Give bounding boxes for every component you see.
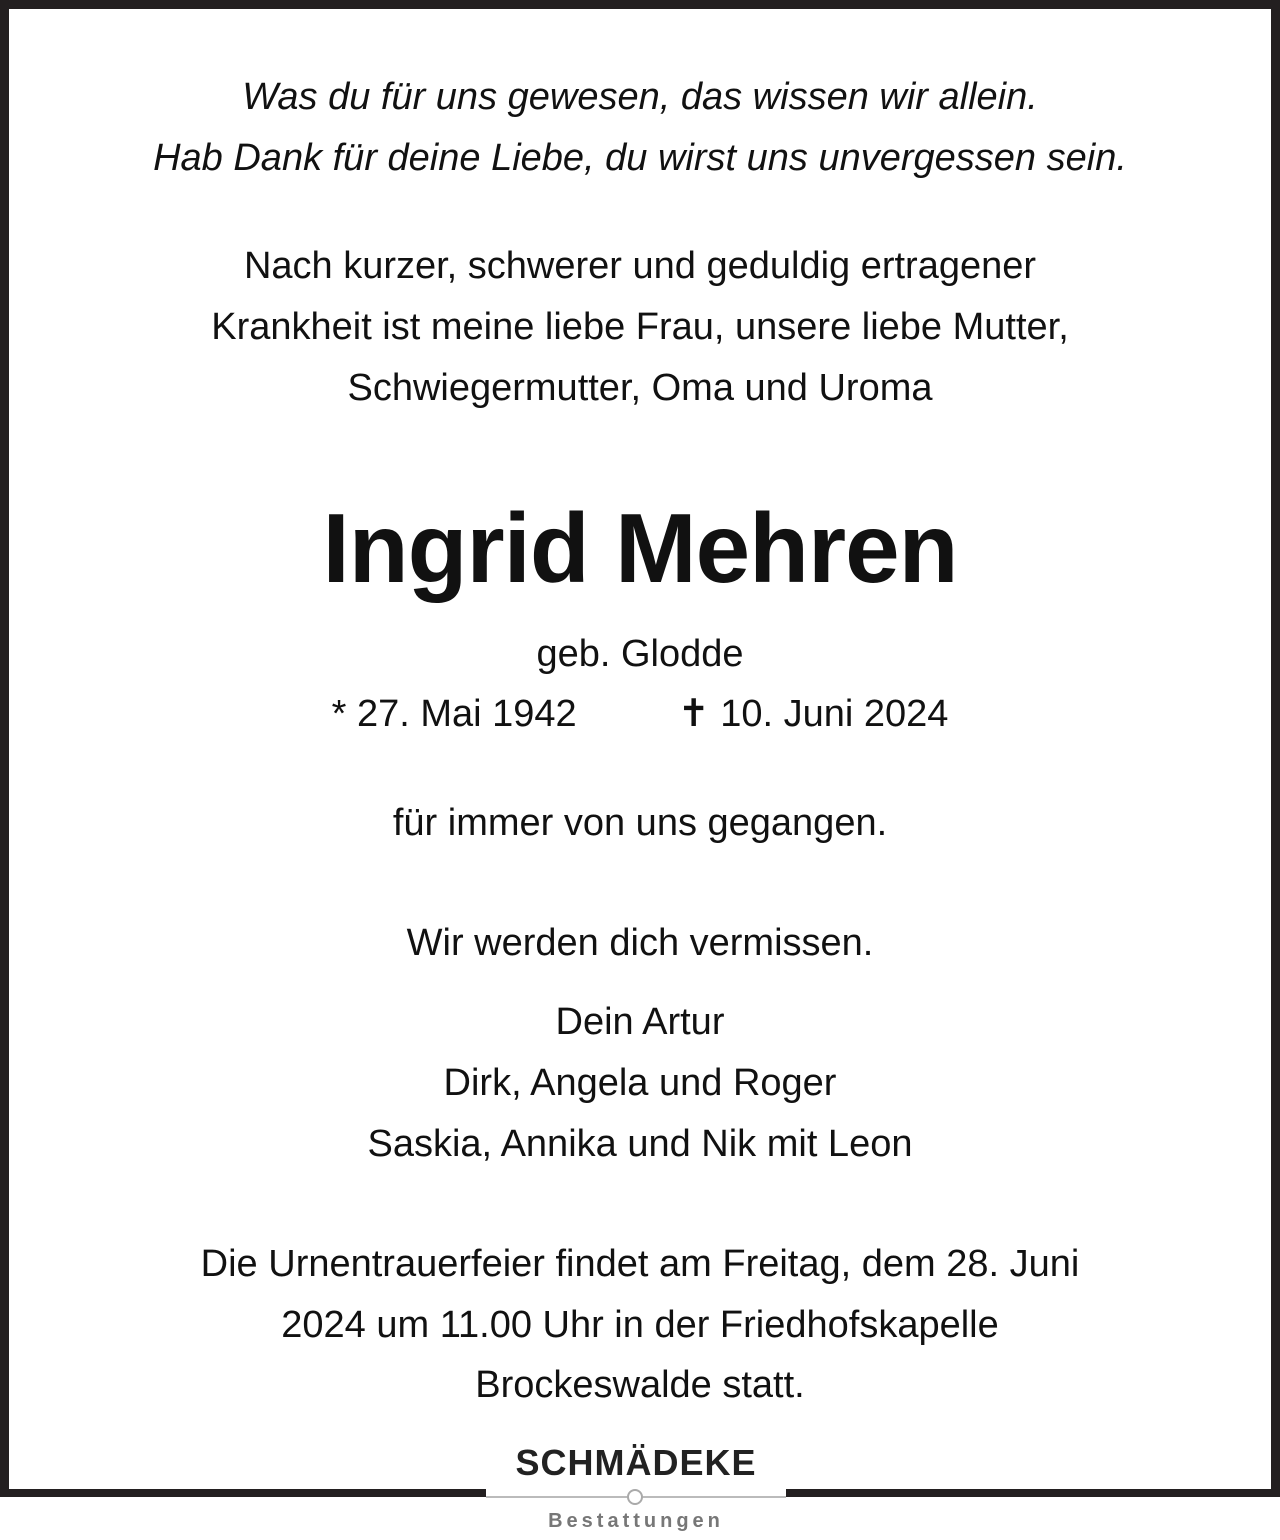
intro-line-2: Krankheit ist meine liebe Frau, unsere liebe Mutter, <box>211 306 1069 348</box>
mourner-line-1: Dein Artur <box>555 1001 725 1043</box>
intro-line-1: Nach kurzer, schwerer und geduldig ertragener <box>243 245 1037 287</box>
funeral-home-logo <box>486 1424 786 1540</box>
life-dates <box>0 691 1280 737</box>
verse-line-2: Hab Dank für deine Liebe, du wirst uns unvergessen sein. <box>153 137 1127 179</box>
ceremony-line-2: 2024 um 11.00 Uhr in der Friedhofskapelle <box>281 1304 999 1346</box>
mourner-line-2: Dirk, Angela und Roger <box>443 1062 837 1104</box>
logo-ring-icon <box>627 1489 643 1505</box>
ceremony-line-3: Brockeswalde statt. <box>475 1364 805 1406</box>
passed-text: für immer von uns gegangen. <box>392 802 888 844</box>
miss-text: Wir werden dich vermissen. <box>406 922 874 964</box>
logo-brand: SCHMÄDEKE <box>515 1442 757 1483</box>
cross-icon: ✝ <box>677 693 710 735</box>
mourner-line-3: Saskia, Annika und Nik mit Leon <box>367 1123 913 1165</box>
death-date: 10. Juni 2024 <box>720 693 949 735</box>
maiden-name: geb. Glodde <box>536 633 744 675</box>
deceased-name: Ingrid Mehren <box>322 493 958 603</box>
verse-line-1: Was du für uns gewesen, das wissen wir allein. <box>242 76 1038 118</box>
logo-subtitle: Bestattungen <box>548 1510 724 1532</box>
intro-line-3: Schwiegermutter, Oma und Uroma <box>347 367 933 409</box>
ceremony-line-1: Die Urnentrauerfeier findet am Freitag, dem 28. Juni <box>200 1243 1080 1285</box>
birth-date: * 27. Mai 1942 <box>331 693 577 735</box>
